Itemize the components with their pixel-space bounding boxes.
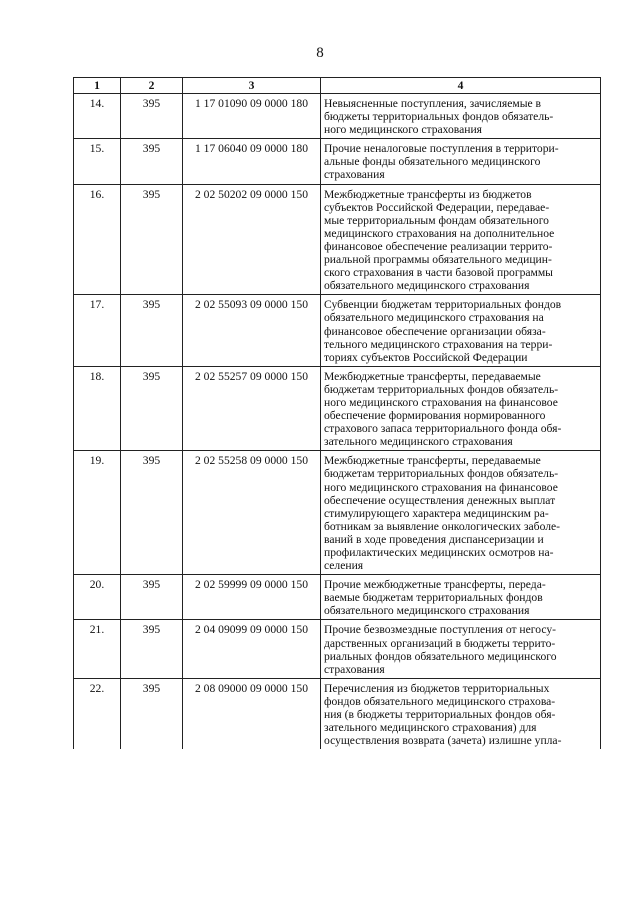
revenue-name-line: Межбюджетные трансферты, передаваемые bbox=[324, 454, 541, 468]
administrator-code-cell: 395 bbox=[121, 678, 183, 749]
revenue-name-line: селения bbox=[324, 559, 364, 573]
budget-classification-code-cell: 1 17 06040 09 0000 180 bbox=[183, 139, 321, 184]
table-body bbox=[74, 94, 601, 750]
revenue-name-line: фондов обязательного медицинского страхова- bbox=[324, 694, 556, 708]
revenue-name-line: Перечисления из бюджетов территориальных bbox=[324, 681, 550, 695]
table-row bbox=[74, 94, 601, 139]
budget-classification-code-cell: 2 02 59999 09 0000 150 bbox=[183, 575, 321, 620]
revenue-name-line: альные фонды обязательного медицинского bbox=[324, 155, 541, 169]
revenue-name-line: зательного медицинского страхования) для bbox=[324, 721, 537, 735]
row-number-cell: 19. bbox=[74, 451, 121, 575]
revenue-codes-table bbox=[73, 77, 601, 749]
revenue-name-line: Невыясненные поступления, зачисляемые в bbox=[324, 97, 542, 110]
revenue-name-line: бюджетам территориальных фондов обязатель- bbox=[324, 382, 559, 396]
revenue-name-line: Прочие безвозмездные поступления от негосу- bbox=[324, 623, 556, 637]
revenue-name-line: страхового запаса территориального фонда обя- bbox=[324, 422, 562, 436]
revenue-name-line: ваний в ходе проведения диспансеризации и bbox=[324, 532, 544, 546]
budget-classification-code-cell: 2 02 55258 09 0000 150 bbox=[183, 451, 321, 575]
revenue-name-cell bbox=[321, 366, 601, 451]
column-header-1: 1 bbox=[74, 78, 121, 94]
page-number: 8 bbox=[316, 45, 324, 61]
revenue-name-cell bbox=[321, 94, 601, 139]
revenue-name-cell bbox=[321, 575, 601, 620]
administrator-code-cell: 395 bbox=[121, 295, 183, 366]
administrator-code-cell: 395 bbox=[121, 94, 183, 139]
revenue-name-line: риальных фондов обязательного медицинского bbox=[324, 649, 557, 663]
administrator-code-cell: 395 bbox=[121, 575, 183, 620]
header-row bbox=[74, 78, 601, 94]
revenue-name-line: страхования bbox=[324, 168, 385, 182]
budget-classification-code-cell: 2 02 55093 09 0000 150 bbox=[183, 295, 321, 366]
revenue-name-line: обязательного медицинского страхования на bbox=[324, 311, 544, 325]
table-row bbox=[74, 451, 601, 575]
revenue-name-line: ботникам за выявление онкологических заболе- bbox=[324, 519, 561, 533]
table-row bbox=[74, 366, 601, 451]
revenue-name-cell bbox=[321, 678, 601, 749]
administrator-code-cell: 395 bbox=[121, 139, 183, 184]
revenue-name-line: субъектов Российской Федерации, передавае- bbox=[324, 200, 550, 214]
budget-classification-code-cell: 2 04 09099 09 0000 150 bbox=[183, 620, 321, 678]
table-row bbox=[74, 295, 601, 366]
revenue-name-cell bbox=[321, 184, 601, 295]
revenue-name-line: Межбюджетные трансферты из бюджетов bbox=[324, 187, 532, 201]
revenue-name-line: медицинского страхования на дополнительное bbox=[324, 226, 555, 240]
revenue-name-cell bbox=[321, 620, 601, 678]
revenue-name-line: ного медицинского страхования bbox=[324, 123, 483, 137]
row-number-cell: 17. bbox=[74, 295, 121, 366]
table-row bbox=[74, 139, 601, 184]
revenue-name-line: профилактических медицинских осмотров на- bbox=[324, 546, 554, 559]
revenue-name-line: обеспечение формирования нормированного bbox=[324, 409, 546, 423]
revenue-name-line: финансовое обеспечение организации обяза- bbox=[324, 324, 546, 338]
revenue-name-line: ского страхования в части базовой программы bbox=[324, 266, 553, 280]
revenue-name-line: стимулирующего характера медицинским ра- bbox=[324, 506, 549, 520]
administrator-code-cell: 395 bbox=[121, 620, 183, 678]
revenue-name-line: финансовое обеспечение реализации террито- bbox=[324, 239, 553, 253]
row-number-cell: 18. bbox=[74, 366, 121, 451]
column-header-2: 2 bbox=[121, 78, 183, 94]
revenue-name-line: бюджетам территориальных фондов обязатель- bbox=[324, 467, 559, 481]
revenue-name-line: обязательного медицинского страхования bbox=[324, 279, 530, 293]
revenue-name-line: ного медицинского страхования на финансовое bbox=[324, 480, 558, 494]
revenue-name-line: Прочие неналоговые поступления в территори- bbox=[324, 142, 559, 156]
revenue-name-line: ториях субъектов Российской Федерации bbox=[324, 350, 528, 364]
column-header-4: 4 bbox=[321, 78, 601, 94]
revenue-name-line: риальной программы обязательного медицин- bbox=[324, 253, 552, 267]
row-number-cell: 21. bbox=[74, 620, 121, 678]
table-row bbox=[74, 678, 601, 749]
revenue-name-cell bbox=[321, 139, 601, 184]
budget-classification-code-cell: 2 02 55257 09 0000 150 bbox=[183, 366, 321, 451]
revenue-name-line: Прочие межбюджетные трансферты, переда- bbox=[324, 578, 546, 592]
table-row bbox=[74, 575, 601, 620]
revenue-name-line: обеспечение осуществления денежных выплат bbox=[324, 493, 556, 507]
administrator-code-cell: 395 bbox=[121, 451, 183, 575]
revenue-name-line: Межбюджетные трансферты, передаваемые bbox=[324, 369, 541, 383]
column-header-3: 3 bbox=[183, 78, 321, 94]
row-number-cell: 22. bbox=[74, 678, 121, 749]
revenue-name-line: мые территориальным фондам обязательного bbox=[324, 213, 549, 227]
row-number-cell: 16. bbox=[74, 184, 121, 295]
revenue-name-line: осуществления возврата (зачета) излишне упла- bbox=[324, 734, 562, 748]
revenue-name-line: страхования bbox=[324, 662, 385, 676]
revenue-name-line: зательного медицинского страхования bbox=[324, 435, 513, 449]
row-number-cell: 14. bbox=[74, 94, 121, 139]
revenue-name-line: обязательного медицинского страхования bbox=[324, 604, 530, 618]
revenue-name-line: ния (в бюджеты территориальных фондов обя- bbox=[324, 708, 556, 722]
revenue-name-line: ного медицинского страхования на финансовое bbox=[324, 395, 558, 409]
row-number-cell: 20. bbox=[74, 575, 121, 620]
table-header bbox=[74, 78, 601, 94]
revenue-name-line: тельного медицинского страхования на терри- bbox=[324, 337, 553, 351]
budget-classification-code-cell: 1 17 01090 09 0000 180 bbox=[183, 94, 321, 139]
revenue-name-cell bbox=[321, 295, 601, 366]
revenue-name-line: ваемые бюджетам территориальных фондов bbox=[324, 591, 543, 605]
budget-classification-code-cell: 2 08 09000 09 0000 150 bbox=[183, 678, 321, 749]
administrator-code-cell: 395 bbox=[121, 184, 183, 295]
revenue-name-line: бюджеты территориальных фондов обязатель- bbox=[324, 110, 554, 124]
revenue-name-line: Субвенции бюджетам территориальных фондов bbox=[324, 298, 562, 312]
budget-classification-code-cell: 2 02 50202 09 0000 150 bbox=[183, 184, 321, 295]
revenue-name-cell bbox=[321, 451, 601, 575]
administrator-code-cell: 395 bbox=[121, 366, 183, 451]
table-row bbox=[74, 184, 601, 295]
revenue-name-line: дарственных организаций в бюджеты террито- bbox=[324, 636, 556, 650]
row-number-cell: 15. bbox=[74, 139, 121, 184]
table-row bbox=[74, 620, 601, 678]
